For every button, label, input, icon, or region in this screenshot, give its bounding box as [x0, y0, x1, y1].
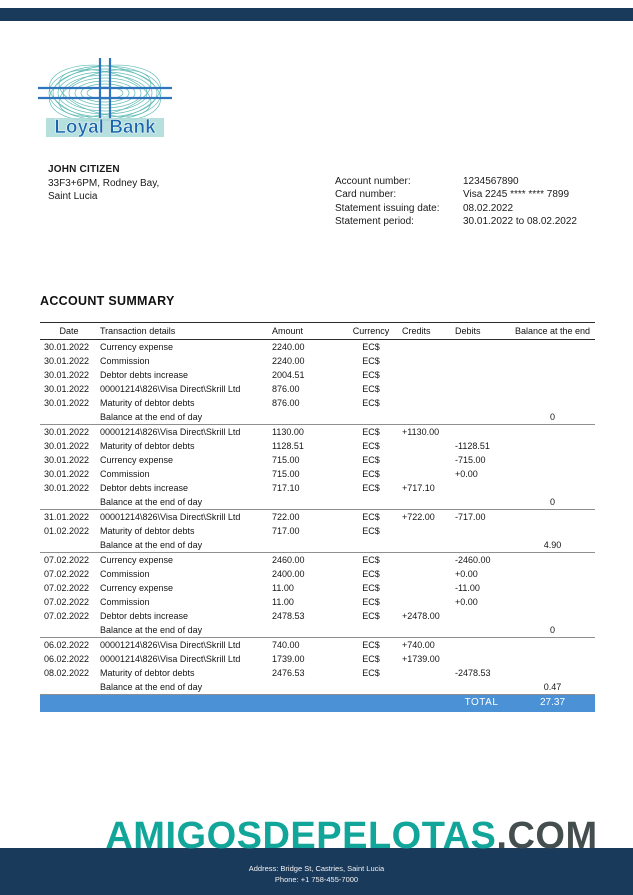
cell-credits — [400, 410, 453, 425]
cell-amount: 2240.00 — [272, 356, 305, 366]
cell-details: Maturity of debtor debts — [100, 441, 195, 451]
cell-details: Maturity of debtor debts — [100, 398, 195, 408]
cell-details: Commission — [100, 569, 150, 579]
transaction-row — [40, 368, 595, 382]
cell-balance — [510, 652, 595, 666]
cell-credits: +1739.00 — [402, 654, 440, 664]
cell-currency — [342, 623, 400, 638]
card-number-row — [335, 188, 577, 201]
cell-date: 07.02.2022 — [44, 611, 90, 621]
cell-amount: 717.10 — [272, 483, 300, 493]
column-header-credits: Credits — [400, 323, 453, 340]
balance-row — [40, 623, 595, 638]
account-summary-section — [40, 322, 595, 712]
cell-currency: EC$ — [362, 583, 380, 593]
cell-date — [40, 410, 98, 425]
cell-balance — [510, 382, 595, 396]
cell-currency: EC$ — [362, 597, 380, 607]
cell-balance: 0 — [510, 495, 595, 510]
cell-date — [40, 538, 98, 553]
cell-credits — [400, 340, 453, 355]
cell-credits — [400, 666, 453, 680]
transaction-row — [40, 638, 595, 653]
transaction-row — [40, 666, 595, 680]
cell-amount — [270, 623, 342, 638]
cell-debits — [453, 340, 510, 355]
cell-currency: EC$ — [362, 370, 380, 380]
cell-currency: EC$ — [362, 555, 380, 565]
total-row — [40, 695, 595, 712]
cell-amount: 715.00 — [272, 455, 300, 465]
card-number-label: Card number: — [335, 189, 397, 201]
cell-credits — [400, 467, 453, 481]
cell-details: Debtor debts increase — [100, 611, 189, 621]
cell-details: Balance at the end of day — [98, 495, 270, 510]
cell-debits: -715.00 — [455, 455, 486, 465]
customer-address-line1: 33F3+6PM, Rodney Bay, — [48, 177, 160, 189]
cell-debits — [453, 623, 510, 638]
cell-amount: 740.00 — [272, 640, 300, 650]
cell-amount: 2478.53 — [272, 611, 305, 621]
cell-debits — [453, 609, 510, 623]
footer-phone: Phone: +1 758-455-7000 — [274, 875, 359, 884]
cell-credits: +2478.00 — [402, 611, 440, 621]
cell-currency: EC$ — [362, 640, 380, 650]
cell-credits: +717.10 — [402, 483, 435, 493]
balance-row — [40, 495, 595, 510]
cell-credits: +722.00 — [402, 512, 435, 522]
watermark-text: AMIGOSDEPELOTAS — [105, 815, 497, 857]
account-number-value: 1234567890 — [463, 176, 519, 187]
cell-date — [40, 623, 98, 638]
account-number-row — [335, 175, 577, 188]
transaction-row — [40, 354, 595, 368]
cell-debits — [453, 481, 510, 495]
cell-amount: 722.00 — [272, 512, 300, 522]
cell-date: 30.01.2022 — [44, 356, 90, 366]
cell-credits — [400, 553, 453, 568]
account-number-label: Account number: — [335, 176, 411, 187]
column-header-transaction-details: Transaction details — [98, 323, 270, 340]
cell-balance — [510, 595, 595, 609]
cell-amount — [270, 538, 342, 553]
summary-table-body — [40, 340, 595, 695]
cell-balance: 0 — [510, 410, 595, 425]
cell-details: Balance at the end of day — [98, 623, 270, 638]
cell-currency: EC$ — [362, 384, 380, 394]
cell-debits: +0.00 — [455, 569, 478, 579]
cell-debits — [453, 410, 510, 425]
cell-debits: -2460.00 — [455, 555, 491, 565]
cell-currency: EC$ — [362, 469, 380, 479]
cell-date: 08.02.2022 — [44, 668, 90, 678]
total-value: 27.37 — [539, 697, 566, 708]
cell-balance: 4.90 — [510, 538, 595, 553]
account-summary-title: ACCOUNT SUMMARY — [40, 294, 175, 308]
cell-currency: EC$ — [362, 569, 380, 579]
cell-debits — [453, 524, 510, 538]
cell-debits: -11.00 — [455, 583, 480, 593]
cell-amount: 2400.00 — [272, 569, 305, 579]
cell-currency: EC$ — [362, 441, 380, 451]
cell-details: 00001214\826\Visa Direct\Skrill Ltd — [100, 427, 241, 437]
bank-logo-icon — [34, 57, 176, 143]
issuing-date-label: Statement issuing date: — [335, 202, 440, 214]
cell-amount: 1130.00 — [272, 427, 304, 437]
cell-date: 01.02.2022 — [44, 526, 90, 536]
cell-balance — [510, 439, 595, 453]
cell-balance — [510, 481, 595, 495]
transaction-row — [40, 567, 595, 581]
bank-logo-text: Loyal Bank — [54, 117, 156, 138]
cell-date — [40, 680, 98, 695]
transaction-row — [40, 396, 595, 410]
cell-balance — [510, 581, 595, 595]
customer-name: JOHN CITIZEN — [48, 164, 120, 175]
cell-debits — [453, 680, 510, 695]
cell-details: Balance at the end of day — [98, 538, 270, 553]
cell-balance: 0 — [510, 623, 595, 638]
transaction-row — [40, 553, 595, 568]
cell-credits — [400, 680, 453, 695]
transaction-row — [40, 609, 595, 623]
card-number-value: Visa 2245 **** **** 7899 — [463, 189, 570, 201]
cell-details: Currency expense — [100, 583, 174, 593]
cell-currency: EC$ — [362, 654, 380, 664]
watermark-overlay — [35, 815, 633, 858]
cell-details: Currency expense — [100, 455, 174, 465]
cell-amount: 2460.00 — [272, 555, 305, 565]
cell-credits — [400, 382, 453, 396]
cell-currency — [342, 680, 400, 695]
cell-debits — [453, 396, 510, 410]
cell-debits — [453, 382, 510, 396]
cell-date: 30.01.2022 — [44, 398, 90, 408]
cell-credits — [400, 495, 453, 510]
account-info-block — [335, 175, 577, 229]
cell-amount: 876.00 — [272, 398, 300, 408]
column-header-amount: Amount — [270, 323, 342, 340]
statement-period-row — [335, 215, 577, 228]
cell-currency: EC$ — [362, 455, 380, 465]
account-summary-table — [40, 322, 595, 695]
transaction-row — [40, 382, 595, 396]
footer-address: Address: Bridge St, Castries, Saint Lucia — [248, 864, 385, 873]
cell-amount: 11.00 — [272, 597, 294, 607]
cell-date: 30.01.2022 — [44, 455, 90, 465]
cell-balance — [510, 467, 595, 481]
cell-details: 00001214\826\Visa Direct\Skrill Ltd — [100, 640, 241, 650]
cell-balance: 0.47 — [510, 680, 595, 695]
cell-credits: +1130.00 — [402, 427, 440, 437]
total-label: TOTAL — [464, 697, 499, 708]
cell-debits: -2478.53 — [455, 668, 491, 678]
issuing-date-value: 08.02.2022 — [463, 202, 514, 214]
column-header-balance: Balance at the end — [510, 323, 595, 340]
cell-credits — [400, 396, 453, 410]
cell-amount — [270, 410, 342, 425]
cell-currency: EC$ — [362, 342, 380, 352]
cell-debits — [453, 638, 510, 653]
cell-credits — [400, 595, 453, 609]
table-header-row — [40, 323, 595, 340]
transaction-row — [40, 652, 595, 666]
cell-currency: EC$ — [362, 356, 380, 366]
cell-date: 07.02.2022 — [44, 569, 90, 579]
cell-date: 07.02.2022 — [44, 555, 90, 565]
customer-address-line2: Saint Lucia — [48, 191, 98, 202]
cell-currency: EC$ — [362, 512, 380, 522]
cell-details: Debtor debts increase — [100, 483, 189, 493]
cell-details: Commission — [100, 356, 150, 366]
cell-debits: -717.00 — [455, 512, 486, 522]
cell-credits — [400, 453, 453, 467]
cell-credits — [400, 538, 453, 553]
transaction-row — [40, 524, 595, 538]
cell-balance — [510, 609, 595, 623]
cell-date: 30.01.2022 — [44, 441, 90, 451]
cell-amount — [270, 495, 342, 510]
cell-balance — [510, 638, 595, 653]
balance-row — [40, 410, 595, 425]
cell-details: 00001214\826\Visa Direct\Skrill Ltd — [100, 512, 241, 522]
cell-date: 30.01.2022 — [44, 469, 90, 479]
cell-amount: 2004.51 — [272, 370, 305, 380]
cell-date: 07.02.2022 — [44, 597, 90, 607]
customer-block — [48, 163, 159, 204]
cell-credits — [400, 581, 453, 595]
cell-balance — [510, 453, 595, 467]
loyal-bank-logo — [34, 57, 176, 143]
cell-credits — [400, 524, 453, 538]
cell-currency: EC$ — [362, 483, 380, 493]
cell-debits — [453, 368, 510, 382]
transaction-row — [40, 453, 595, 467]
cell-balance — [510, 553, 595, 568]
cell-credits — [400, 623, 453, 638]
cell-date: 06.02.2022 — [44, 654, 90, 664]
cell-currency: EC$ — [362, 526, 380, 536]
cell-details: Commission — [100, 469, 150, 479]
cell-date: 30.01.2022 — [44, 427, 90, 437]
cell-details: Balance at the end of day — [98, 680, 270, 695]
cell-credits — [400, 439, 453, 453]
balance-row — [40, 680, 595, 695]
cell-amount: 717.00 — [272, 526, 300, 536]
cell-amount: 1128.51 — [272, 441, 304, 451]
cell-balance — [510, 510, 595, 525]
cell-details: Maturity of debtor debts — [100, 526, 195, 536]
cell-details: 00001214\826\Visa Direct\Skrill Ltd — [100, 384, 241, 394]
cell-details: Currency expense — [100, 342, 174, 352]
cell-debits: +0.00 — [455, 469, 478, 479]
cell-amount: 1739.00 — [272, 654, 305, 664]
cell-balance — [510, 425, 595, 440]
cell-credits: +740.00 — [402, 640, 435, 650]
cell-credits — [400, 368, 453, 382]
cell-details: Debtor debts increase — [100, 370, 189, 380]
cell-date: 30.01.2022 — [44, 370, 90, 380]
cell-date: 31.01.2022 — [44, 512, 90, 522]
cell-balance — [510, 524, 595, 538]
cell-debits: +0.00 — [455, 597, 478, 607]
cell-currency — [342, 538, 400, 553]
column-header-currency: Currency — [342, 323, 400, 340]
cell-details: Maturity of debtor debts — [100, 668, 195, 678]
transaction-row — [40, 467, 595, 481]
cell-details: Currency expense — [100, 555, 174, 565]
cell-currency — [342, 410, 400, 425]
cell-date: 07.02.2022 — [44, 583, 90, 593]
cell-amount: 876.00 — [272, 384, 300, 394]
cell-balance — [510, 354, 595, 368]
transaction-row — [40, 439, 595, 453]
cell-details: 00001214\826\Visa Direct\Skrill Ltd — [100, 654, 241, 664]
cell-currency: EC$ — [362, 398, 380, 408]
cell-debits: -1128.51 — [455, 441, 490, 451]
transaction-row — [40, 481, 595, 495]
cell-date: 30.01.2022 — [44, 384, 90, 394]
transaction-row — [40, 595, 595, 609]
cell-currency — [342, 495, 400, 510]
cell-currency: EC$ — [362, 611, 380, 621]
transaction-row — [40, 340, 595, 355]
transaction-row — [40, 510, 595, 525]
cell-debits — [453, 425, 510, 440]
cell-currency: EC$ — [362, 427, 380, 437]
cell-date: 30.01.2022 — [44, 483, 90, 493]
cell-amount — [270, 680, 342, 695]
statement-period-label: Statement period: — [335, 216, 414, 228]
cell-date: 30.01.2022 — [44, 342, 90, 352]
issuing-date-row — [335, 202, 577, 215]
cell-balance — [510, 567, 595, 581]
cell-credits — [400, 567, 453, 581]
column-header-date: Date — [40, 323, 98, 340]
column-header-debits: Debits — [453, 323, 510, 340]
cell-details: Balance at the end of day — [98, 410, 270, 425]
watermark-suffix: .COM — [496, 815, 598, 857]
cell-debits — [453, 354, 510, 368]
cell-balance — [510, 340, 595, 355]
balance-row — [40, 538, 595, 553]
cell-debits — [453, 652, 510, 666]
cell-balance — [510, 396, 595, 410]
top-accent-bar — [0, 8, 633, 21]
cell-debits — [453, 538, 510, 553]
transaction-row — [40, 581, 595, 595]
transaction-row — [40, 425, 595, 440]
cell-credits — [400, 354, 453, 368]
cell-debits — [453, 495, 510, 510]
cell-details: Commission — [100, 597, 150, 607]
cell-date — [40, 495, 98, 510]
cell-amount: 2476.53 — [272, 668, 305, 678]
cell-date: 06.02.2022 — [44, 640, 90, 650]
cell-amount: 715.00 — [272, 469, 300, 479]
cell-balance — [510, 666, 595, 680]
cell-amount: 11.00 — [272, 583, 294, 593]
cell-amount: 2240.00 — [272, 342, 305, 352]
cell-currency: EC$ — [362, 668, 380, 678]
statement-period-value: 30.01.2022 to 08.02.2022 — [463, 216, 577, 228]
cell-balance — [510, 368, 595, 382]
